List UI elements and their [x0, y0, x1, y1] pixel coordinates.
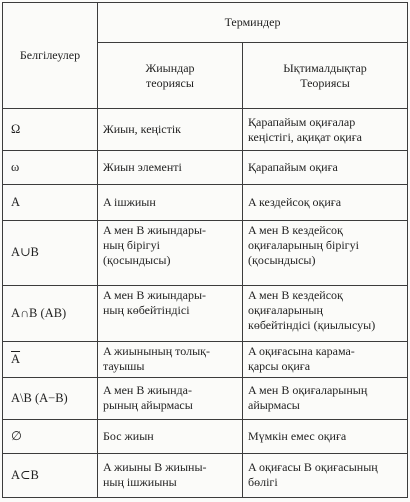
symbol-cell: Ω: [3, 109, 98, 151]
table-row: [3, 341, 408, 377]
set-theory-cell: Бос жиын: [98, 419, 243, 453]
symbol-cell: A⊂B: [3, 453, 98, 497]
symbol-cell: A∪B: [3, 221, 98, 285]
set-theory-cell: Жиын, кеңістік: [98, 109, 243, 151]
probability-cell: A мен B кездейсоқ оқиғаларының бірігуі (қосындысы): [243, 221, 408, 285]
table-row: [3, 109, 408, 151]
probability-cell: Қарапайым оқиғалар кеңістігі, ақиқат оқиға: [243, 109, 408, 151]
symbol-cell: A: [3, 185, 98, 221]
table-row: [3, 185, 408, 221]
table-row: [3, 221, 408, 285]
probability-cell: Мүмкін емес оқиға: [243, 419, 408, 453]
set-theory-cell: A мен B жиындары- ның бірігуі (қосындысы): [98, 221, 243, 285]
symbol-cell: ω: [3, 151, 98, 185]
set-theory-cell: A жиынының толық- тауышы: [98, 341, 243, 377]
table-row: [3, 151, 408, 185]
header-row-1: [3, 3, 408, 43]
probability-cell: A мен B оқиғаларының айырмасы: [243, 377, 408, 419]
set-theory-cell: A мен B жиындары- ның көбейтіндісі: [98, 285, 243, 341]
probability-cell: Қарапайым оқиға: [243, 151, 408, 185]
set-theory-cell: A ішжиын: [98, 185, 243, 221]
symbols-header: Белгілеулер: [3, 3, 98, 109]
complement-symbol: $\overline{A}$: [11, 351, 21, 366]
symbol-cell: A\B (A−B): [3, 377, 98, 419]
set-theory-header: Жиындар теориясы: [98, 43, 243, 109]
symbol-cell: [3, 341, 98, 377]
set-theory-cell: A мен B жиында- рының айырмасы: [98, 377, 243, 419]
probability-cell: A оқиғасы B оқиғасының бөлігі: [243, 453, 408, 497]
table-row: [3, 377, 408, 419]
terms-header: Терминдер: [98, 3, 408, 43]
probability-cell: A мен B кездейсоқ оқиғаларының көбейтіндісі (қиылысуы): [243, 285, 408, 341]
symbol-cell: A∩B (AB): [3, 285, 98, 341]
probability-cell: A кездейсоқ оқиға: [243, 185, 408, 221]
terms-table: [2, 2, 408, 498]
set-theory-cell: A жиыны B жиыны- ның ішжиыны: [98, 453, 243, 497]
table-row: [3, 285, 408, 341]
set-theory-cell: Жиын элементі: [98, 151, 243, 185]
table-row: [3, 419, 408, 453]
probability-header: Ықтималдықтар Теориясы: [243, 43, 408, 109]
symbol-cell: ∅: [3, 419, 98, 453]
probability-cell: A оқиғасына карама- қарсы оқиға: [243, 341, 408, 377]
table-row: [3, 453, 408, 497]
